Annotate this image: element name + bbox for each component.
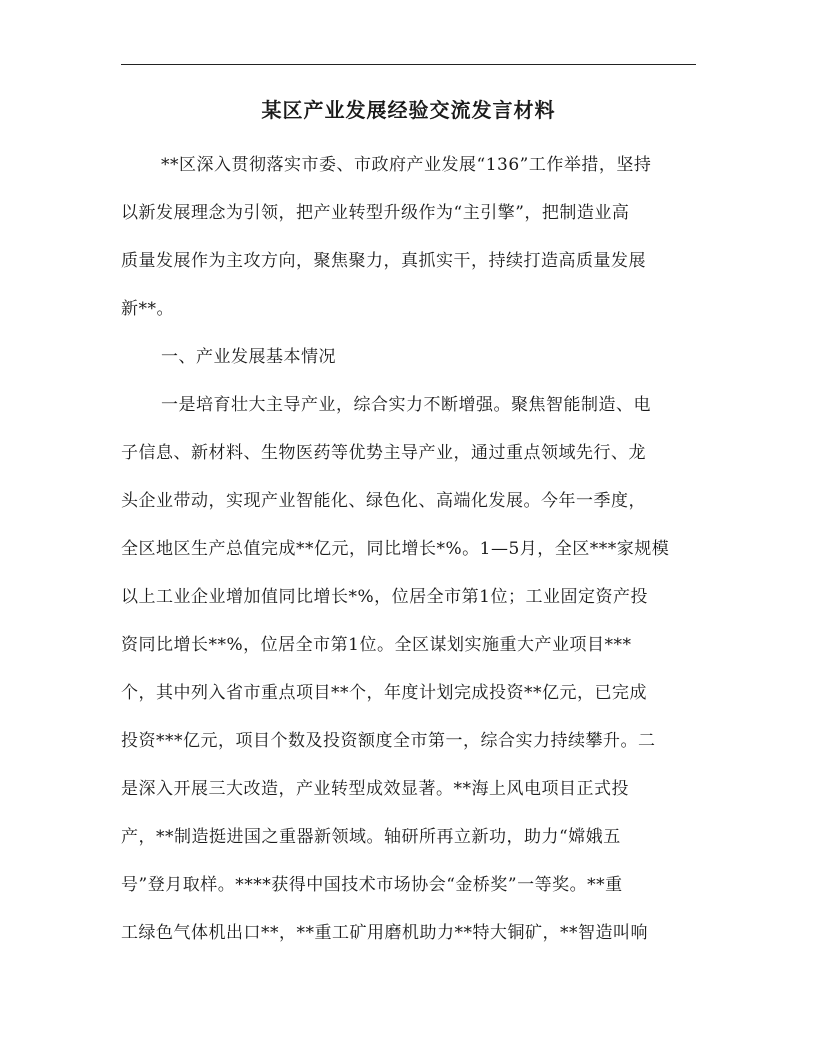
paragraph-line-8: 头企业带动，实现产业智能化、绿色化、高端化发展。今年一季度， (121, 491, 646, 511)
paragraph-line-6: 一是培育壮大主导产业，综合实力不断增强。聚焦智能制造、电 (161, 395, 651, 415)
paragraph-line-12: 个，其中列入省市重点项目**个，年度计划完成投资**亿元，已完成 (121, 683, 647, 703)
paragraph-line-7: 子信息、新材料、生物医药等优势主导产业，通过重点领域先行、龙 (121, 443, 646, 463)
paragraph-line-10: 以上工业企业增加值同比增长*%，位居全市第1位；工业固定资产投 (121, 587, 648, 607)
paragraph-line-11: 资同比增长**%，位居全市第1位。全区谋划实施重大产业项目*** (121, 635, 632, 655)
paragraph-line-4: 新**。 (121, 299, 174, 319)
paragraph-line-17: 工绿色气体机出口**，**重工矿用磨机助力**特大铜矿，**智造叫响 (121, 923, 648, 943)
paragraph-line-2: 以新发展理念为引领，把产业转型升级作为“主引擎”，把制造业高 (121, 203, 630, 223)
section-heading: 一、产业发展基本情况 (161, 347, 336, 367)
paragraph-line-1: **区深入贯彻落实市委、市政府产业发展“136”工作举措，坚持 (161, 155, 652, 175)
paragraph-line-14: 是深入开展三大改造，产业转型成效显著。**海上风电项目正式投 (121, 779, 629, 799)
paragraph-line-15: 产，**制造挺进国之重器新领域。轴研所再立新功，助力“嫦娥五 (121, 827, 621, 847)
header-rule (121, 64, 696, 65)
document-title: 某区产业发展经验交流发言材料 (261, 98, 556, 122)
paragraph-line-3: 质量发展作为主攻方向，聚焦聚力，真抓实干，持续打造高质量发展 (121, 251, 646, 271)
paragraph-line-16: 号”登月取样。****获得中国技术市场协会“金桥奖”一等奖。**重 (121, 875, 623, 895)
paragraph-line-13: 投资***亿元，项目个数及投资额度全市第一，综合实力持续攀升。二 (121, 731, 656, 751)
paragraph-line-9: 全区地区生产总值完成**亿元，同比增长*%。1—5月，全区***家规模 (121, 539, 670, 559)
